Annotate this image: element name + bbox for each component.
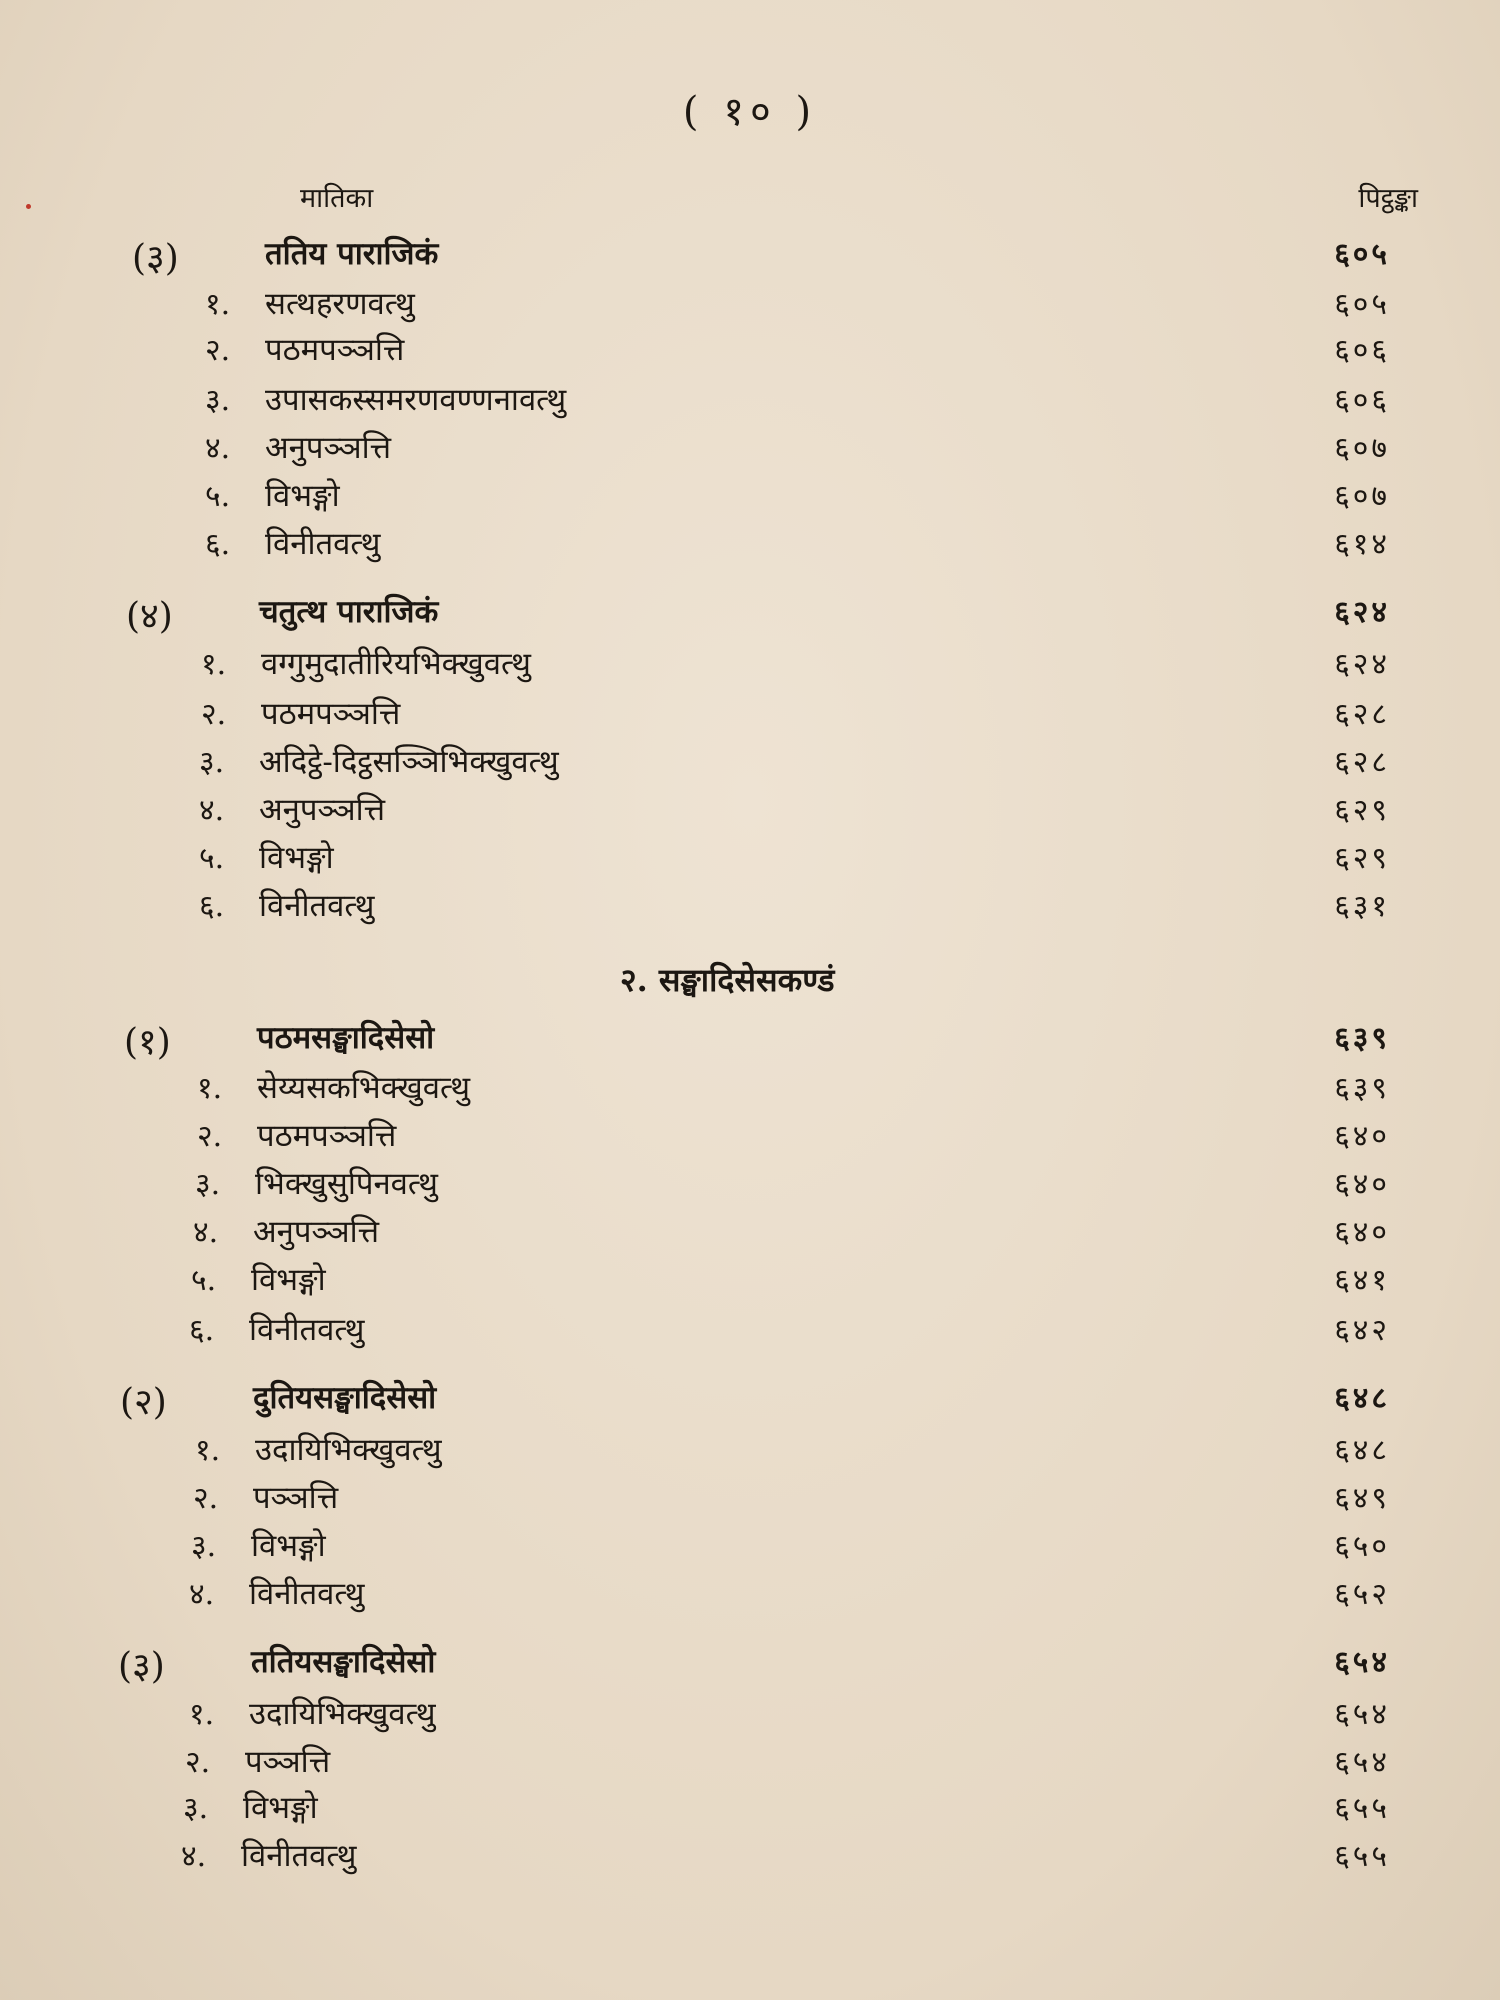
ink-mark: [26, 204, 31, 209]
entry-number: (१): [124, 1022, 171, 1063]
entry-number: १.: [197, 1071, 223, 1106]
entry-page-number: ६२८: [1334, 745, 1390, 780]
toc-entry-row: [0, 328, 1500, 374]
entry-title: विनीतवत्थु: [259, 888, 375, 924]
entry-page-number: ६५५: [1334, 1839, 1390, 1874]
toc-entry-row: [0, 642, 1500, 688]
entry-title: ततिय पाराजिकं: [265, 236, 439, 272]
toc-entry-row: [0, 1786, 1500, 1832]
toc-entry-row: [0, 1162, 1500, 1208]
entry-title: विनीतवत्थु: [241, 1838, 357, 1874]
entry-title: विभङ्गो: [259, 840, 334, 876]
entry-page-number: ६२४: [1334, 595, 1390, 630]
entry-number: ४.: [199, 793, 225, 828]
toc-entry-row: [0, 1476, 1500, 1522]
entry-title: पञ्ञत्ति: [245, 1744, 331, 1780]
entry-title: सत्थहरणवत्थु: [265, 286, 415, 322]
toc-section-row: [0, 1640, 1500, 1686]
entry-title: पठमसङ्घादिसेसो: [257, 1020, 435, 1056]
entry-page-number: ६२४: [1334, 647, 1390, 682]
entry-page-number: ६४०: [1334, 1215, 1390, 1250]
entry-page-number: ६४८: [1334, 1433, 1390, 1468]
entry-title: चतुत्थ पाराजिकं: [259, 594, 439, 630]
entry-number: ६.: [189, 1313, 215, 1348]
entry-page-number: ६२८: [1334, 697, 1390, 732]
entry-number: १.: [201, 647, 227, 682]
entry-page-number: ६३९: [1334, 1021, 1390, 1056]
entry-page-number: ६४१: [1334, 1263, 1390, 1298]
entry-number: (२): [120, 1382, 167, 1423]
entry-number: १.: [205, 287, 231, 322]
entry-title: पठमपञ्ञत्ति: [257, 1118, 397, 1154]
entry-title: सेय्यसकभिक्खुवत्थु: [257, 1070, 471, 1106]
entry-page-number: ६२९: [1334, 793, 1390, 828]
toc-entry-row: [0, 836, 1500, 882]
toc-section-row: [0, 1376, 1500, 1422]
toc-entry-row: [0, 884, 1500, 930]
entry-page-number: ६५२: [1334, 1577, 1390, 1612]
toc-entry-row: [0, 740, 1500, 786]
entry-number: ५.: [191, 1263, 217, 1298]
toc-entry-row: [0, 426, 1500, 472]
entry-number: ६.: [199, 889, 225, 924]
entry-number: (४): [126, 596, 173, 637]
entry-title: उपासकस्समरणवण्णनावत्थु: [265, 382, 567, 418]
column-header-matika: मातिका: [300, 183, 374, 214]
entry-title: विनीतवत्थु: [249, 1312, 365, 1348]
entry-number: ४.: [193, 1215, 219, 1250]
toc-entry-row: [0, 1524, 1500, 1570]
entry-number: २.: [185, 1745, 211, 1780]
toc-entry-row: [0, 1428, 1500, 1474]
column-header-page: पिट्ठङ्का: [1358, 183, 1418, 214]
entry-title: अदिट्ठे-दिट्ठसञ्ञिभिक्खुवत्थु: [259, 744, 559, 780]
entry-title: उदायिभिक्खुवत्थु: [255, 1432, 442, 1468]
toc-entry-row: [0, 522, 1500, 568]
entry-page-number: ६१४: [1334, 527, 1390, 562]
entry-number: ५.: [199, 841, 225, 876]
entry-number: ४.: [205, 431, 231, 466]
entry-title: विभङ्गो: [265, 478, 340, 514]
entry-page-number: ६५०: [1334, 1529, 1390, 1564]
entry-number: ४.: [189, 1577, 215, 1612]
entry-number: ५.: [205, 479, 231, 514]
toc-entry-row: [0, 1210, 1500, 1256]
entry-number: १.: [195, 1433, 221, 1468]
toc-entry-row: [0, 1834, 1500, 1880]
entry-title: वग्गुमुदातीरियभिक्खुवत्थु: [261, 646, 531, 682]
toc-section-row: [0, 590, 1500, 636]
entry-title: ततियसङ्घादिसेसो: [251, 1644, 436, 1680]
entry-page-number: ६४०: [1334, 1167, 1390, 1202]
entry-title: दुतियसङ्घादिसेसो: [253, 1380, 437, 1416]
entry-title: विभङ्गो: [251, 1262, 326, 1298]
entry-number: (३): [118, 1646, 165, 1687]
entry-page-number: ६०६: [1334, 383, 1390, 418]
entry-page-number: ६०५: [1334, 287, 1390, 322]
entry-number: ३.: [199, 745, 225, 780]
entry-title: पठमपञ्ञत्ति: [261, 696, 401, 732]
toc-entry-row: [0, 1258, 1500, 1304]
toc-entry-row: [0, 1692, 1500, 1738]
entry-title: पठमपञ्ञत्ति: [265, 332, 405, 368]
entry-number: ३.: [205, 383, 231, 418]
page-number: ( १० ): [682, 89, 818, 135]
toc-entry-row: [0, 474, 1500, 520]
entry-page-number: ६३९: [1334, 1071, 1390, 1106]
entry-title: अनुपञ्ञत्ति: [253, 1214, 380, 1250]
entry-page-number: ६४२: [1334, 1313, 1390, 1348]
toc-entry-row: [0, 692, 1500, 738]
entry-number: ६.: [205, 527, 231, 562]
toc-entry-row: [0, 1572, 1500, 1618]
entry-title: पञ्ञत्ति: [253, 1480, 339, 1516]
toc-entry-row: [0, 378, 1500, 424]
toc-entry-row: [0, 1308, 1500, 1354]
entry-title: विनीतवत्थु: [265, 526, 381, 562]
entry-title: अनुपञ्ञत्ति: [259, 792, 386, 828]
entry-page-number: ६४०: [1334, 1119, 1390, 1154]
entry-number: २.: [197, 1119, 223, 1154]
toc-section-row: [0, 232, 1500, 278]
toc-entry-row: [0, 1740, 1500, 1786]
toc-entry-row: [0, 282, 1500, 328]
entry-number: ३.: [191, 1529, 217, 1564]
toc-entry-row: [0, 1066, 1500, 1112]
toc-entry-row: [0, 1114, 1500, 1160]
entry-title: विनीतवत्थु: [249, 1576, 365, 1612]
entry-number: १.: [189, 1697, 215, 1732]
entry-page-number: ६०७: [1334, 479, 1390, 514]
entry-number: २.: [201, 697, 227, 732]
entry-page-number: ६२९: [1334, 841, 1390, 876]
entry-page-number: ६५४: [1334, 1697, 1390, 1732]
entry-title: उदायिभिक्खुवत्थु: [249, 1696, 436, 1732]
entry-title: विभङ्गो: [251, 1528, 326, 1564]
entry-number: २.: [193, 1481, 219, 1516]
entry-page-number: ६३१: [1334, 889, 1390, 924]
entry-page-number: ६०७: [1334, 431, 1390, 466]
entry-number: ३.: [183, 1791, 209, 1826]
entry-page-number: ६५४: [1334, 1645, 1390, 1680]
toc-entry-row: [0, 788, 1500, 834]
entry-page-number: ६०५: [1334, 237, 1390, 272]
entry-number: ४.: [181, 1839, 207, 1874]
entry-title: भिक्खुसुपिनवत्थु: [255, 1166, 438, 1202]
entry-number: २.: [205, 333, 231, 368]
entry-title: विभङ्गो: [243, 1790, 318, 1826]
entry-page-number: ६४८: [1334, 1381, 1390, 1416]
entry-page-number: ६०६: [1334, 333, 1390, 368]
entry-page-number: ६५४: [1334, 1745, 1390, 1780]
entry-number: (३): [132, 238, 179, 279]
entry-page-number: ६५५: [1334, 1791, 1390, 1826]
division-heading: २. सङ्घादिसेसकण्डं: [620, 961, 835, 999]
entry-title: अनुपञ्ञत्ति: [265, 430, 392, 466]
entry-number: ३.: [195, 1167, 221, 1202]
toc-section-row: [0, 1016, 1500, 1062]
entry-page-number: ६४९: [1334, 1481, 1390, 1516]
